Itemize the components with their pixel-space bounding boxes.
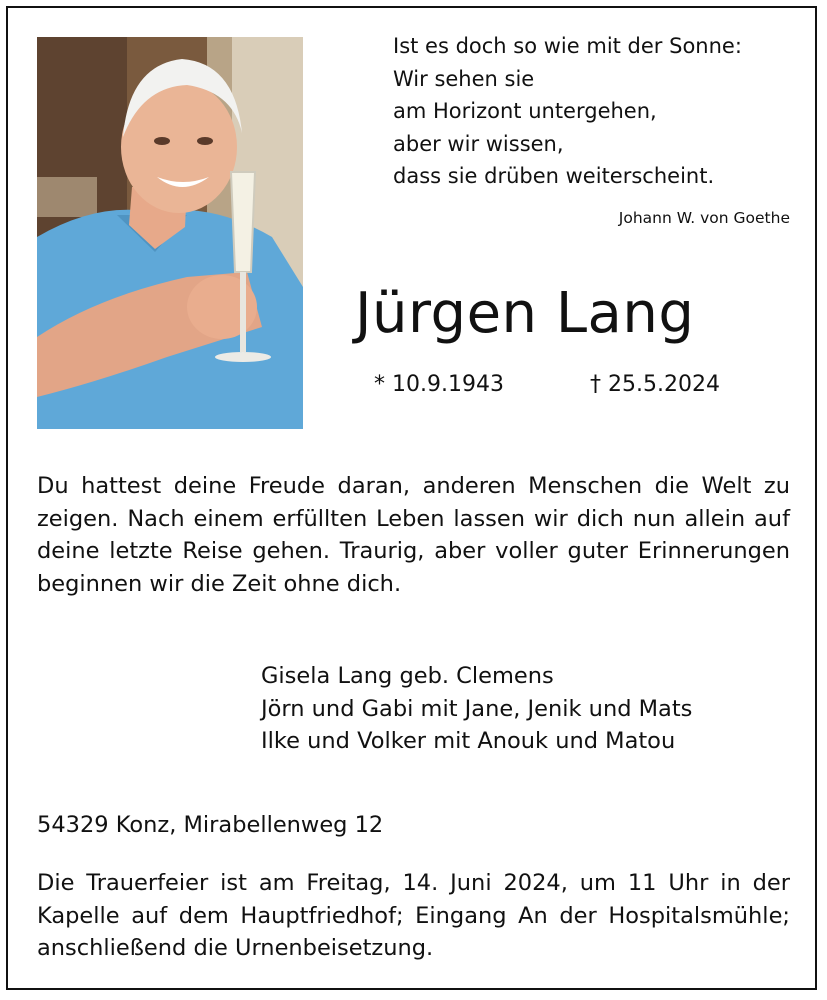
- mourner-line: Jörn und Gabi mit Jane, Jenik und Mats: [261, 695, 693, 722]
- birth-date: * 10.9.1943: [374, 372, 504, 397]
- quote-line: Ist es doch so wie mit der Sonne:: [393, 34, 742, 58]
- mourners-list: [261, 660, 692, 758]
- quote-line: aber wir wissen,: [393, 131, 564, 156]
- family-address: 54329 Konz, Mirabellenweg 12: [37, 812, 384, 838]
- quote-line: dass sie drüben weiterscheint.: [393, 164, 715, 188]
- death-date: † 25.5.2024: [590, 372, 720, 397]
- mourner-line: Gisela Lang geb. Clemens: [261, 663, 554, 689]
- farewell-text: Du hattest deine Freude daran, anderen Menschen die Welt zu zeigen. Nach einem erfüllten Leben lassen wir dich nun allein auf deine letzte Reise gehen. Traurig, aber voller guter Erinnerungen beginnen wir die Zeit ohne dich.: [37, 473, 790, 597]
- funeral-service-info: Die Trauerfeier ist am Freitag, 14. Juni 2024, um 11 Uhr in der Kapelle auf dem Hauptfriedhof; Eingang An der Hospitalsmühle; anschließend die Urnenbeisetzung.: [37, 870, 790, 961]
- deceased-name: Jürgen Lang: [355, 281, 695, 346]
- portrait-icon: [37, 37, 303, 429]
- quote-author: Johann W. von Goethe: [618, 209, 790, 227]
- mourner-line: Ilke und Volker mit Anouk und Matou: [261, 728, 676, 754]
- quote-line: am Horizont untergehen,: [393, 99, 657, 123]
- poem-quote: [393, 30, 803, 193]
- quote-line: Wir sehen sie: [393, 66, 535, 91]
- portrait-photo: [37, 37, 303, 429]
